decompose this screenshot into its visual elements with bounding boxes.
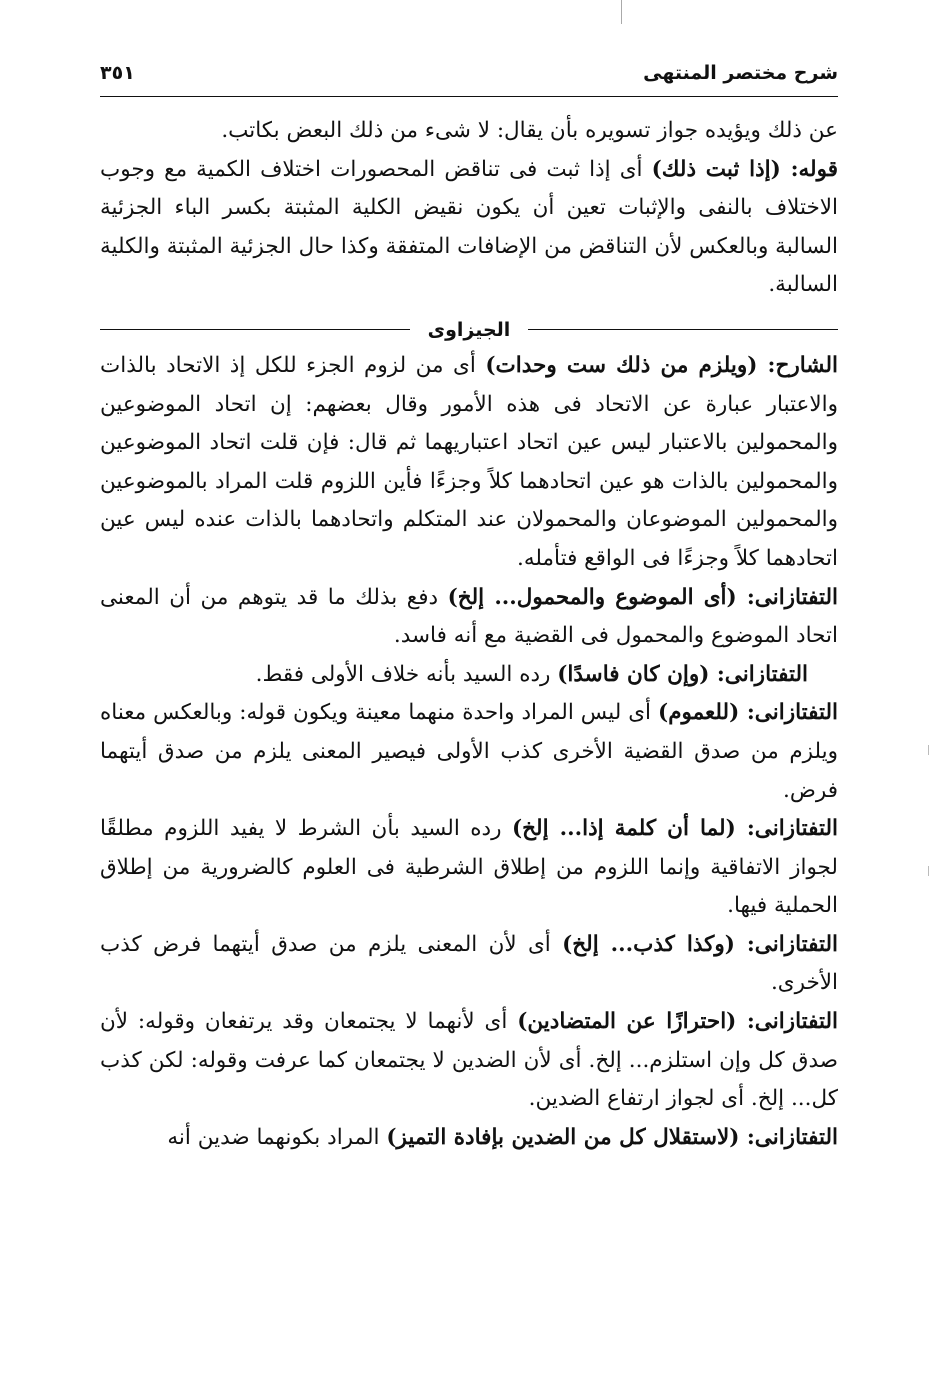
paragraph — [100, 1003, 838, 1119]
divider-rule — [100, 329, 410, 330]
lemma: التفتازانى: (أى الموضوع والمحمول... إلخ) — [447, 584, 838, 610]
lemma: الشارح: (ويلزم من ذلك ست وحدات) — [485, 352, 838, 378]
margin-mark — [928, 866, 929, 876]
paragraph — [100, 1119, 838, 1158]
paragraph-text: المراد بكونهما ضدين أنه — [167, 1124, 387, 1150]
paragraph-text: رده السيد بأنه خلاف الأولى فقط. — [255, 661, 558, 687]
lemma: التفتازانى: (وكذا كذب... إلخ) — [562, 931, 838, 957]
paragraph-text: أى ليس المراد واحدة منهما معينة ويكون قوله: وبالعكس معناه ويلزم من صدق القضية الأخرى كذب الأولى فيصير المعنى يلزم من صدق أيتهما فرض. — [100, 700, 838, 803]
section-title: الجيزاوى — [427, 318, 511, 341]
lemma: التفتازانى: (وإن كان فاسدًا) — [557, 661, 808, 687]
paragraph-text: عن ذلك ويؤيده جواز تسويره بأن يقال: لا شىء من ذلك البعض بكاتب. — [221, 118, 838, 143]
paragraph-text: أى لأنهما لا يجتمعان وقد يرتفعان وقوله: لأن صدق كل وإن استلزم... إلخ. أى لأن الضدين لا يجتمعان كما عرفت وقوله: لكن كذب كل... إلخ. أى لجواز ارتفاع الضدين. — [100, 1009, 838, 1112]
paragraph-text: أى إذا ثبت فى تناقض المحصورات اختلاف الكمية مع وجوب الاختلاف بالنفى والإثبات تعين أن يكون نقيض الكلية المثبتة بكسر الباء الجزئية السالبة وبالعكس لأن التناقض من الإضافات المتفقة وكذا حال الجزئية المثبتة والكلية السالبة. — [99, 156, 838, 298]
paragraph — [100, 347, 838, 579]
paragraph — [100, 112, 838, 151]
lemma: قوله: (إذا ثبت ذلك) — [651, 156, 838, 182]
running-head-title: شرح مختصر المنتهى — [643, 62, 838, 84]
lemma: التفتازانى: (احترازًا عن المتضادين) — [517, 1009, 838, 1035]
page-number: ٣٥١ — [100, 62, 135, 84]
crop-mark — [621, 0, 622, 24]
paragraph — [100, 656, 838, 695]
paragraph-text: أى لأن المعنى يلزم من صدق أيتهما فرض كذب الأخرى. — [100, 931, 838, 996]
lemma: التفتازانى: (للعموم) — [658, 700, 838, 726]
body-text — [100, 112, 838, 1157]
lemma: التفتازانى: (لما أن كلمة إذا... إلخ) — [511, 816, 838, 842]
paragraph — [100, 694, 838, 810]
margin-mark — [928, 745, 929, 755]
paragraph — [100, 579, 838, 656]
paragraph — [100, 926, 838, 1003]
paragraph-text: رده السيد بأن الشرط لا يفيد اللزوم مطلقًا لجواز الاتفاقية وإنما اللزوم من إطلاق الشرطية فى العلوم كالضرورية من إطلاق الحملية فيها. — [100, 816, 838, 919]
paragraph-text: أى من لزوم الجزء للكل إذ الاتحاد بالذات والاعتبار عبارة عن الاتحاد فى هذه الأمور وقال بعضهم: إن اتحاد الموضوعين والمحمولين بالاعتبار ليس عين اتحاد اعتباريهما ثم قال: فإن قلت اتحاد الموضوعين والمحمولين بالذات هو عين اتحادهما كلاً وجزءًا فأين اللزوم قلت المراد بالموضوعين والمحمولين الموضوعان والمحمولان عند المتكلم واتحادهما بالذات عنده ليس عين اتحادهما كلاً وجزءًا فى الواقع فتأمله. — [100, 352, 838, 571]
running-head — [100, 58, 838, 97]
paragraph-text: دفع بذلك ما قد يتوهم من أن المعنى اتحاد الموضوع والمحمول فى القضية مع أنه فاسد. — [100, 584, 838, 649]
section-divider — [100, 307, 838, 347]
lemma: التفتازانى: (لاستقلال كل من الضدين بإفادة التميز) — [386, 1124, 838, 1150]
paragraph — [100, 151, 838, 305]
paragraph — [100, 810, 838, 926]
